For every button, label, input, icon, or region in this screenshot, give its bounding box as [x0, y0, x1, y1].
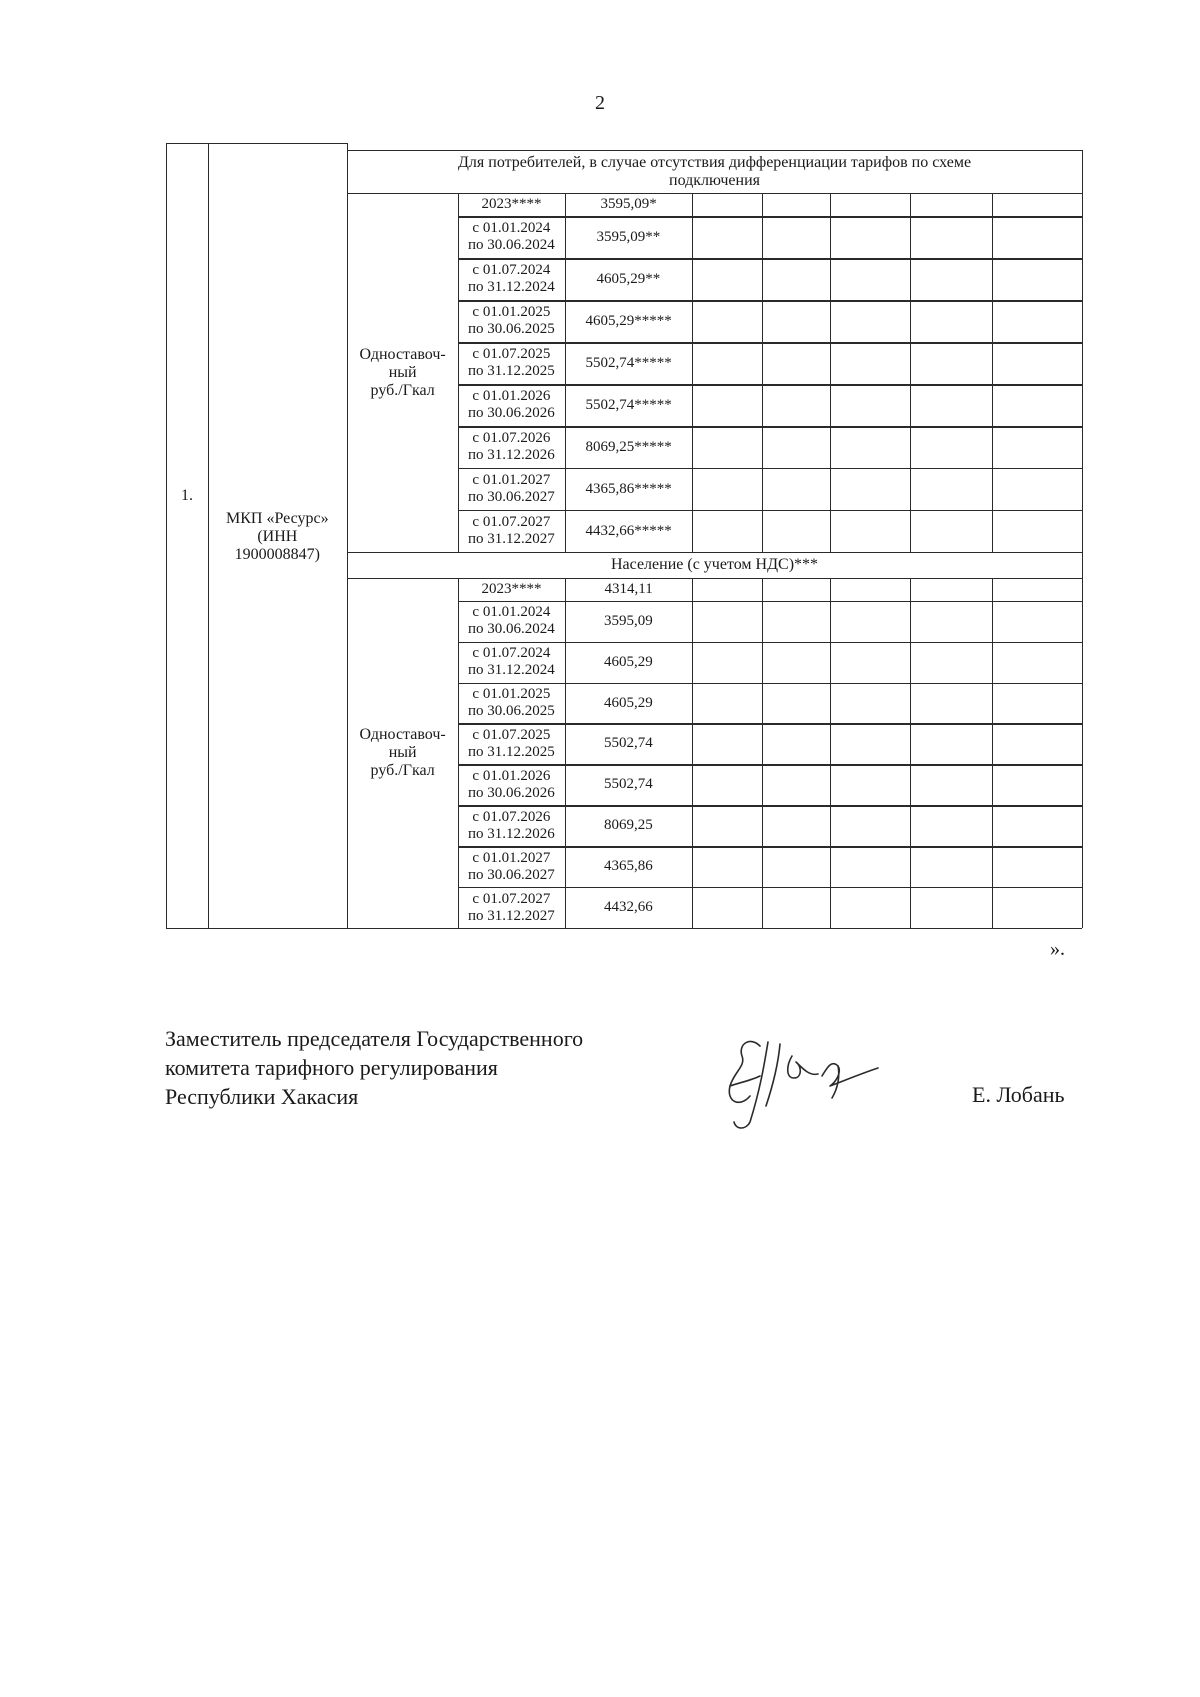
period-cell: [468, 346, 555, 380]
table-row-divider: [458, 510, 1082, 511]
table-border-left: [166, 143, 167, 928]
table-row-divider: [458, 805, 1082, 806]
period-cell: [468, 262, 555, 296]
period-cell: [468, 891, 555, 925]
organization-name-line: (ИНН: [257, 527, 298, 545]
rate-type-label: [360, 346, 446, 400]
period-cell: [468, 604, 555, 638]
period-cell: [468, 686, 555, 720]
period-cell: [468, 430, 555, 464]
table-row-divider: [458, 723, 1082, 724]
period-cell-line: с 01.07.2026: [472, 808, 551, 825]
rate-type-label-line: руб./Гкал: [370, 762, 435, 779]
tariff-value-cell: 5502,74: [604, 735, 653, 752]
period-cell-line: по 31.12.2027: [468, 907, 555, 924]
organization-name-line: МКП «Ресурс»: [226, 509, 329, 527]
table-row-divider: [458, 300, 1082, 301]
period-cell: [482, 196, 542, 213]
tariff-value-cell: 8069,25*****: [585, 438, 672, 455]
tariff-value-cell: 4432,66: [604, 899, 653, 916]
table-row-divider: [458, 887, 1082, 888]
period-cell-line: по 31.12.2025: [468, 363, 555, 380]
period-cell-line: с 01.07.2024: [472, 645, 551, 662]
tariff-value-cell: 5502,74*****: [585, 354, 672, 371]
column-divider: [910, 578, 911, 928]
tariff-value-cell: 4365,86: [604, 858, 653, 875]
period-cell-line: с 01.07.2024: [472, 262, 551, 279]
table-border-top: [347, 150, 1082, 151]
signatory-position-line: комитета тарифного регулирования: [165, 1055, 498, 1080]
period-cell-line: по 31.12.2025: [468, 743, 555, 760]
period-cell: [468, 304, 555, 338]
tariff-value-cell: 4605,29: [604, 694, 653, 711]
period-cell-line: с 01.01.2026: [472, 767, 551, 784]
period-cell-line: по 30.06.2024: [468, 237, 555, 254]
period-cell-line: по 31.12.2024: [468, 662, 555, 679]
period-cell-line: с 01.07.2027: [472, 890, 551, 907]
section-title-line: подключения: [669, 171, 761, 189]
period-cell-line: с 01.07.2026: [472, 430, 551, 447]
column-divider: [992, 193, 993, 552]
column-divider: [565, 578, 566, 928]
row-number: [181, 487, 193, 505]
column-divider: [992, 578, 993, 928]
table-row-divider: [458, 258, 1082, 259]
period-cell-line: с 01.01.2025: [472, 304, 551, 321]
column-divider: [565, 193, 566, 552]
period-cell-line: с 01.01.2025: [472, 686, 551, 703]
table-border-top: [166, 143, 208, 144]
column-divider: [208, 143, 209, 928]
tariff-value-cell: 4365,86*****: [585, 480, 672, 497]
period-cell-line: с 01.07.2025: [472, 346, 551, 363]
period-cell: [482, 581, 542, 598]
table-border-top: [208, 143, 347, 144]
period-cell-line: с 01.01.2024: [472, 220, 551, 237]
section-title-line: Население (с учетом НДС)***: [611, 556, 819, 573]
period-cell: [468, 514, 555, 548]
column-divider: [830, 578, 831, 928]
section-title-line: Для потребителей, в случае отсутствия дифференциации тарифов по схеме: [458, 153, 972, 171]
tariff-value-cell: 4605,29*****: [585, 312, 672, 329]
tariff-value-cell: 4605,29**: [596, 270, 661, 287]
rate-type-label: [360, 726, 446, 780]
table-row-divider: [458, 683, 1082, 684]
period-cell-line: с 01.01.2024: [472, 604, 551, 621]
signatory-name: Е. Лобань: [972, 1082, 1065, 1107]
tariff-value-cell: 4314,11: [604, 580, 653, 597]
closing-quote: ».: [1050, 938, 1065, 960]
column-divider: [347, 143, 348, 928]
period-cell: [468, 768, 555, 802]
period-cell-line: 2023****: [481, 580, 542, 597]
tariff-value-cell: 5502,74*****: [585, 396, 672, 413]
column-divider: [692, 578, 693, 928]
period-cell-line: по 30.06.2025: [468, 703, 555, 720]
period-cell-line: по 30.06.2027: [468, 866, 555, 883]
period-cell: [468, 809, 555, 843]
tariff-value-cell: 3595,09*: [600, 196, 657, 213]
column-divider: [830, 193, 831, 552]
table-border-bottom: [166, 928, 1082, 929]
signatory-position-line: Республики Хакасия: [165, 1084, 359, 1109]
table-row-divider: [458, 426, 1082, 427]
column-divider: [762, 193, 763, 552]
period-cell-line: с 01.01.2026: [472, 388, 551, 405]
period-cell-line: по 30.06.2026: [468, 784, 555, 801]
period-cell: [468, 220, 555, 254]
rate-type-label-line: Одноставоч-: [359, 345, 446, 363]
period-cell-line: по 31.12.2027: [468, 531, 555, 548]
column-divider: [458, 578, 459, 928]
table-row-divider: [458, 642, 1082, 643]
period-cell: [468, 850, 555, 884]
column-divider: [692, 193, 693, 552]
table-row-divider: [458, 601, 1082, 602]
period-cell: [468, 645, 555, 679]
period-cell: [468, 472, 555, 506]
period-cell-line: с 01.01.2027: [472, 849, 551, 866]
period-cell-line: по 30.06.2027: [468, 489, 555, 506]
rate-type-label-line: ный: [388, 363, 417, 381]
period-cell-line: по 31.12.2026: [468, 825, 555, 842]
table-row-divider: [458, 764, 1082, 765]
table-row-divider: [458, 216, 1082, 217]
period-cell-line: по 30.06.2025: [468, 321, 555, 338]
period-cell-line: по 30.06.2024: [468, 621, 555, 638]
column-divider: [910, 193, 911, 552]
table-row-divider: [458, 468, 1082, 469]
period-cell-line: 2023****: [481, 196, 542, 213]
signatory-position-line: Заместитель председателя Государственного: [165, 1026, 584, 1051]
section-title: [458, 154, 971, 190]
rate-type-label-line: ный: [388, 744, 417, 761]
period-cell-line: по 31.12.2024: [468, 279, 555, 296]
period-cell-line: с 01.07.2027: [472, 514, 551, 531]
table-border-right: [1082, 150, 1083, 928]
tariff-value-cell: 3595,09**: [596, 228, 661, 245]
column-divider: [762, 578, 763, 928]
rate-type-label-line: Одноставоч-: [359, 726, 446, 743]
signatory-position: [165, 1024, 583, 1111]
rate-type-label-line: руб./Гкал: [370, 381, 435, 399]
organization-name: [226, 510, 329, 564]
period-cell: [468, 388, 555, 422]
tariff-value-cell: 3595,09: [604, 612, 653, 629]
section-divider: [347, 552, 1082, 553]
tariff-value-cell: 8069,25: [604, 817, 653, 834]
section-title: [611, 556, 818, 574]
period-cell: [468, 727, 555, 761]
table-row-divider: [458, 342, 1082, 343]
table-row-divider: [458, 384, 1082, 385]
tariff-value-cell: 4432,66*****: [585, 522, 672, 539]
period-cell-line: с 01.07.2025: [472, 726, 551, 743]
page-number: 2: [595, 92, 605, 114]
tariff-value-cell: 4605,29: [604, 653, 653, 670]
tariff-value-cell: 5502,74: [604, 776, 653, 793]
period-cell-line: с 01.01.2027: [472, 472, 551, 489]
organization-name-line: 1900008847): [234, 545, 320, 563]
table-row-divider: [458, 846, 1082, 847]
row-number-line: 1.: [181, 486, 193, 504]
handwritten-signature: [720, 1026, 920, 1136]
period-cell-line: по 31.12.2026: [468, 447, 555, 464]
period-cell-line: по 30.06.2026: [468, 405, 555, 422]
column-divider: [458, 193, 459, 552]
